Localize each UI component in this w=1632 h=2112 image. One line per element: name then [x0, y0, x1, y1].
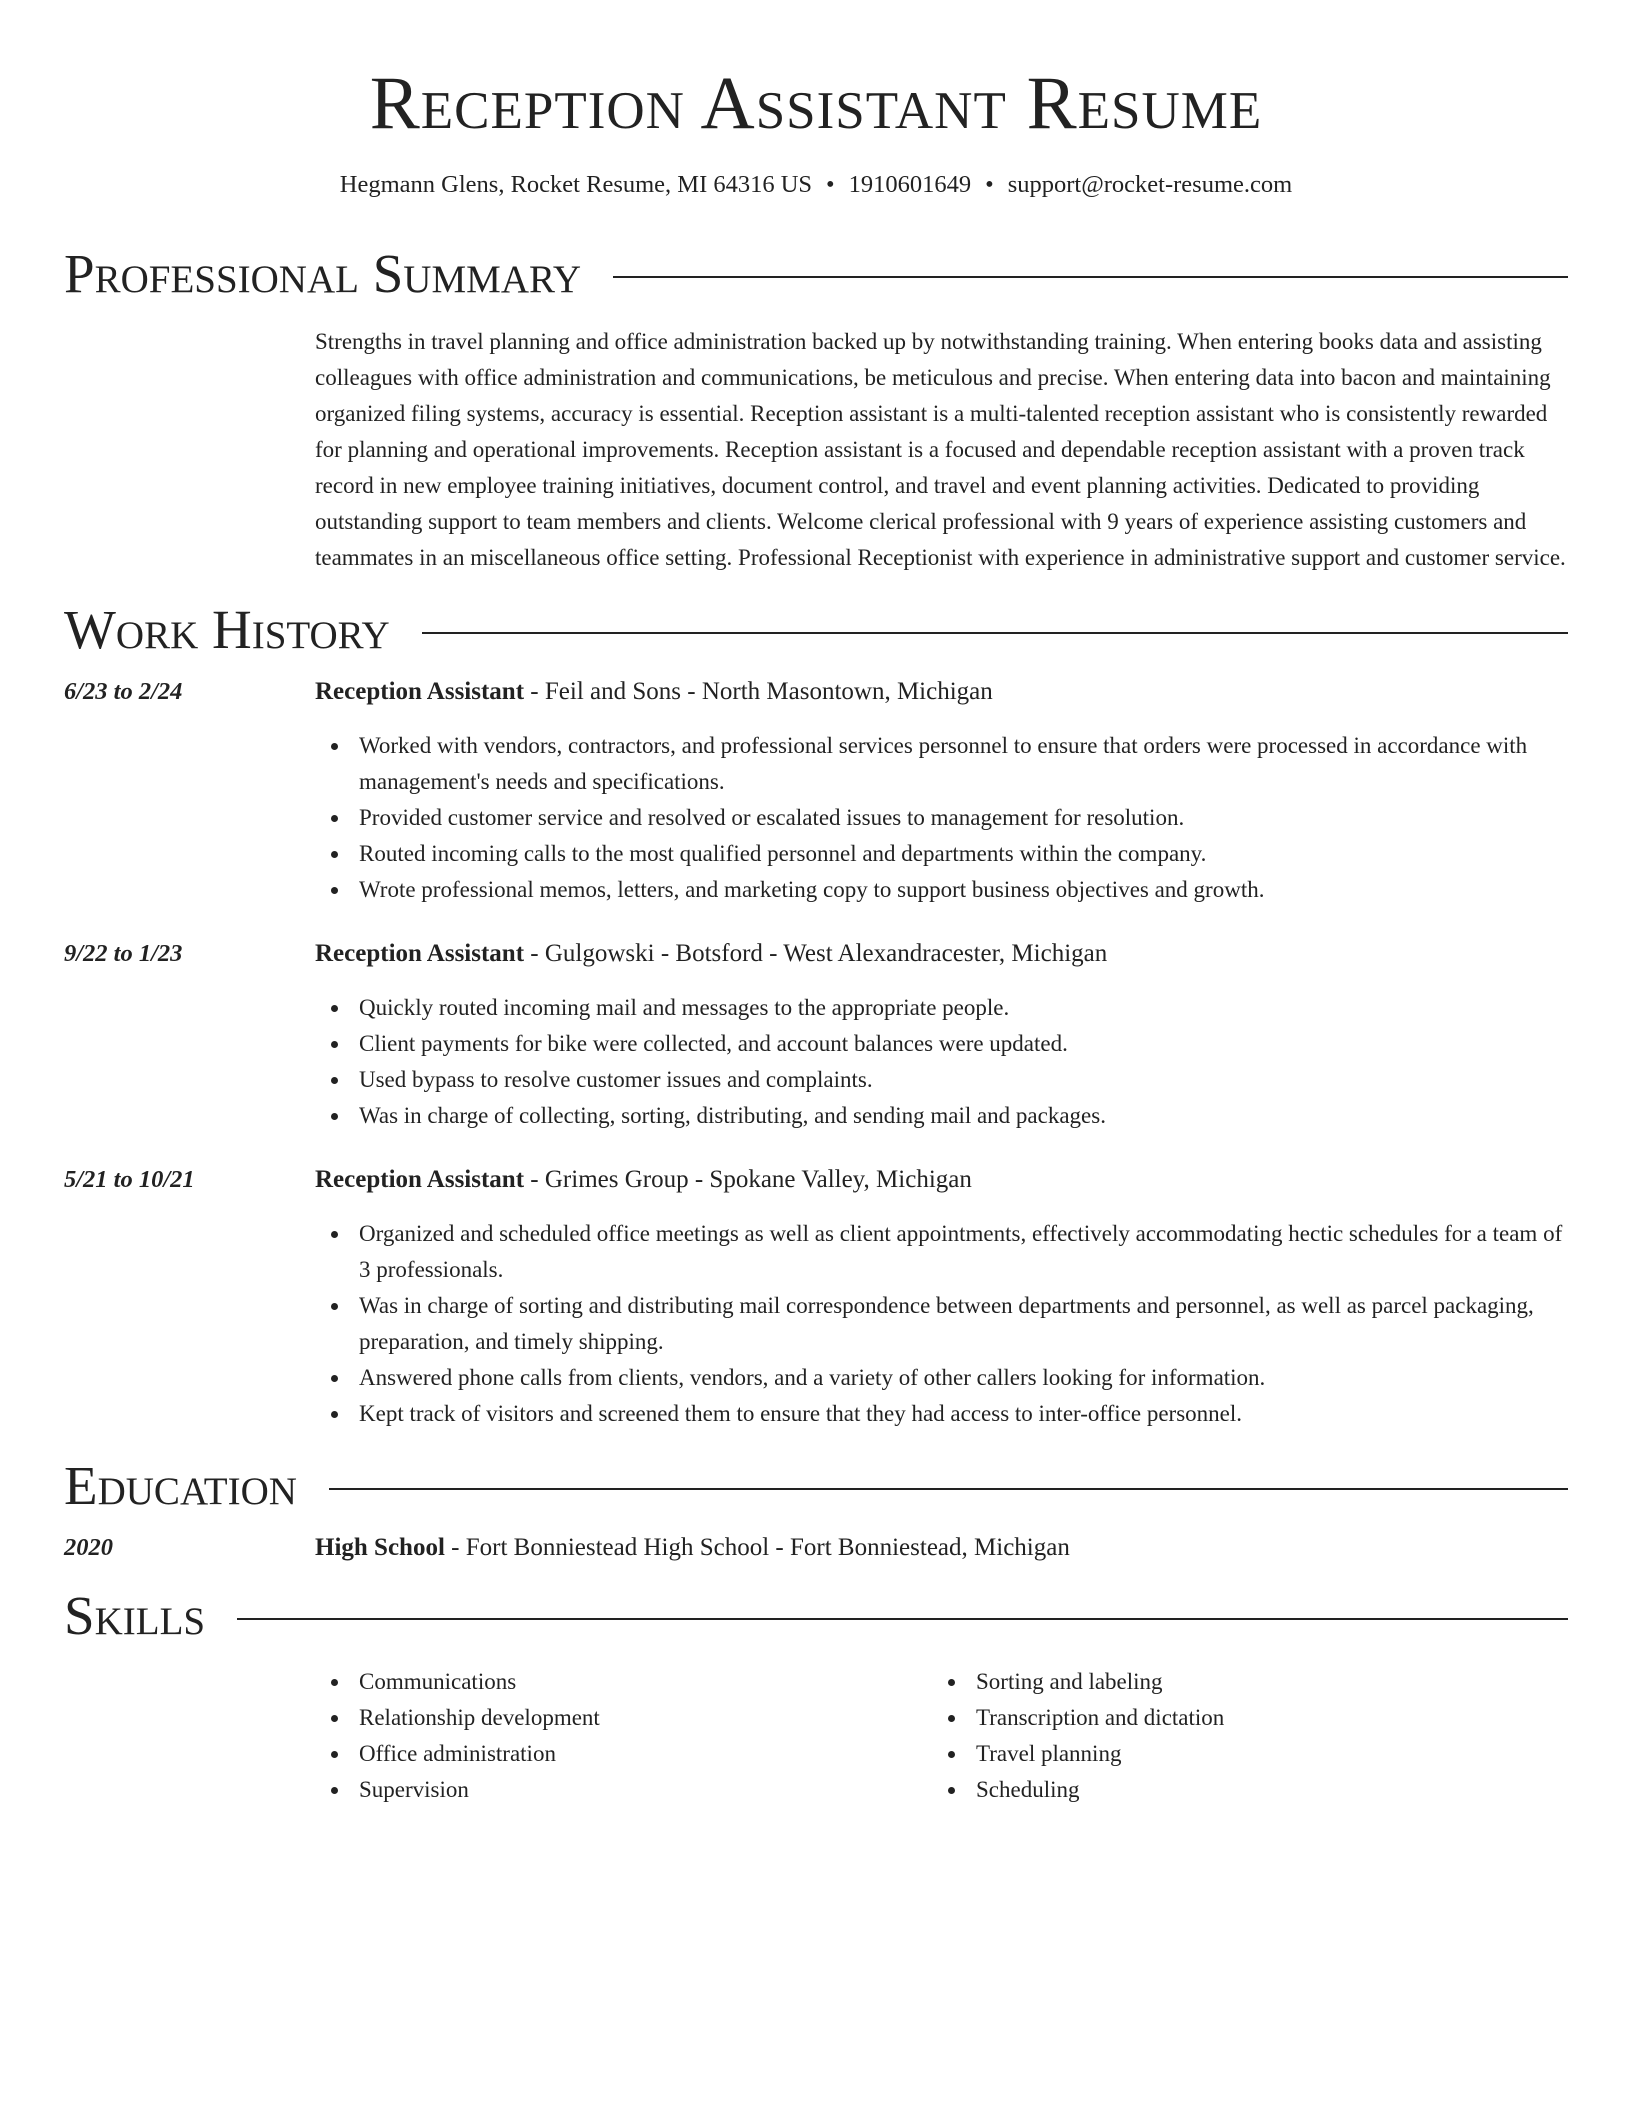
summary-heading: Professional Summary	[64, 243, 582, 304]
job-entry	[64, 1164, 1568, 1432]
skills-heading: Skills	[64, 1585, 206, 1646]
job-bullets	[315, 728, 1568, 908]
list-item: Sorting and labeling	[932, 1664, 1549, 1700]
job-dates: 5/21 to 10/21	[64, 1166, 195, 1193]
job-header	[315, 938, 1568, 970]
list-item: Supervision	[315, 1772, 932, 1808]
contact-separator: •	[985, 171, 994, 198]
list-item: Answered phone calls from clients, vendors, and a variety of other callers looking for information.	[315, 1360, 1568, 1396]
job-entry	[64, 938, 1568, 1134]
summary-text: Strengths in travel planning and office administration backed up by notwithstanding training. When entering books data and assisting colleagues with office administration and communications, be meticulous and precise. When entering data into bacon and maintaining organized filing systems, accuracy is essential. Reception assistant is a multi-talented reception assistant who is consistently rewarded for planning and operational improvements. Reception assistant is a focused and dependable reception assistant with a proven track record in new employee training initiatives, document control, and travel and event planning activities. Dedicated to providing outstanding support to team members and clients. Welcome clerical professional with 9 years of experience assisting customers and teammates in an miscellaneous office setting. Professional Receptionist with experience in administrative support and customer service.	[315, 329, 1566, 570]
list-item: Routed incoming calls to the most qualified personnel and departments within the company.	[315, 836, 1568, 872]
section-divider	[237, 1618, 1568, 1620]
job-details: - Gulgowski - Botsford - West Alexandracester, Michigan	[524, 940, 1108, 967]
job-details: - Grimes Group - Spokane Valley, Michigan	[524, 1166, 972, 1193]
list-item: Worked with vendors, contractors, and professional services personnel to ensure that orders were processed in accordance with management's needs and specifications.	[315, 728, 1568, 800]
list-item: Travel planning	[932, 1736, 1549, 1772]
skills-column-right	[932, 1664, 1549, 1808]
job-details: - Feil and Sons - North Masontown, Michigan	[524, 678, 993, 705]
list-item: Organized and scheduled office meetings as well as client appointments, effectively accommodating hectic schedules for a team of 3 professionals.	[315, 1216, 1568, 1288]
job-position: Reception Assistant	[315, 678, 525, 705]
section-divider	[329, 1488, 1568, 1490]
job-bullets	[315, 1216, 1568, 1432]
education-section-header	[64, 1456, 1568, 1516]
resume-page	[64, 0, 1568, 1808]
work-heading: Work History	[64, 599, 390, 660]
job-dates: 9/22 to 1/23	[64, 940, 183, 967]
contact-separator: •	[826, 171, 835, 198]
education-heading: Education	[64, 1455, 297, 1516]
list-item: Kept track of visitors and screened them to ensure that they had access to inter-office personnel.	[315, 1396, 1568, 1432]
list-item: Was in charge of collecting, sorting, distributing, and sending mail and packages.	[315, 1098, 1568, 1134]
skills-list	[315, 1646, 1568, 1808]
list-item: Communications	[315, 1664, 932, 1700]
section-divider	[613, 276, 1568, 278]
contact-line	[64, 170, 1568, 200]
work-section-header	[64, 600, 1568, 660]
list-item: Scheduling	[932, 1772, 1549, 1808]
education-entry	[64, 1532, 1568, 1564]
skills-section-header	[64, 1586, 1568, 1646]
contact-address: Hegmann Glens, Rocket Resume, MI 64316 US	[339, 171, 813, 198]
job-entry	[64, 676, 1568, 908]
contact-phone: 1910601649	[848, 171, 972, 198]
job-dates: 6/23 to 2/24	[64, 678, 183, 705]
list-item: Client payments for bike were collected, and account balances were updated.	[315, 1026, 1568, 1062]
list-item: Provided customer service and resolved or escalated issues to management for resolution.	[315, 800, 1568, 836]
job-header	[315, 1164, 1568, 1196]
summary-section-header	[64, 244, 1568, 304]
job-bullets	[315, 990, 1568, 1134]
list-item: Used bypass to resolve customer issues and complaints.	[315, 1062, 1568, 1098]
job-position: Reception Assistant	[315, 1166, 525, 1193]
education-degree: High School	[315, 1534, 445, 1561]
education-year: 2020	[64, 1534, 113, 1561]
list-item: Quickly routed incoming mail and messages to the appropriate people.	[315, 990, 1568, 1026]
resume-title: Reception Assistant Resume	[369, 62, 1263, 145]
list-item: Office administration	[315, 1736, 932, 1772]
section-divider	[422, 632, 1568, 634]
education-header	[315, 1532, 1568, 1564]
job-header	[315, 676, 1568, 708]
skills-column-left	[315, 1664, 932, 1808]
education-details: - Fort Bonniestead High School - Fort Bonniestead, Michigan	[444, 1534, 1070, 1561]
list-item: Transcription and dictation	[932, 1700, 1549, 1736]
list-item: Wrote professional memos, letters, and marketing copy to support business objectives and growth.	[315, 872, 1568, 908]
job-position: Reception Assistant	[315, 940, 525, 967]
list-item: Was in charge of sorting and distributing mail correspondence between departments and personnel, as well as parcel packaging, preparation, and timely shipping.	[315, 1288, 1568, 1360]
contact-email: support@rocket-resume.com	[1007, 171, 1293, 198]
list-item: Relationship development	[315, 1700, 932, 1736]
